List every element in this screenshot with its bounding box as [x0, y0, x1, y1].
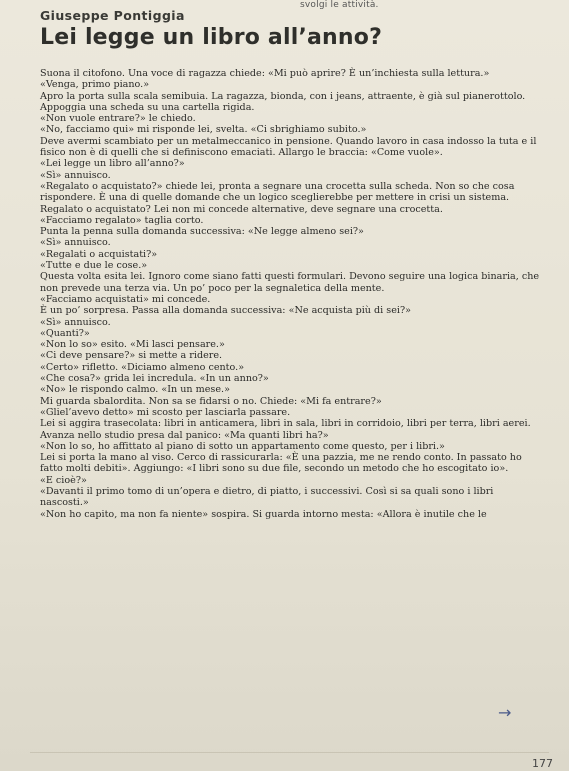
paragraph: «No» le rispondo calmo. «In un mese.» — [40, 384, 230, 396]
paragraph: «Certo» rifletto. «Diciamo almeno cento.» — [40, 361, 245, 373]
paragraph: «Ci deve pensare?» si mette a ridere. — [40, 350, 223, 362]
paragraph: Suona il citofono. Una voce di ragazza chiede: «Mi può aprire? È un’inchiesta sulla lettura.» — [40, 68, 490, 79]
paragraph: «Non lo so» esito. «Mi lasci pensare.» — [40, 339, 225, 351]
paragraph: Lei si aggira trasecolata: libri in anticamera, libri in sala, libri in corridoio, libri per terra, libri aerei. — [40, 418, 531, 430]
paragraph: «Non lo so, ho affittato al piano di sotto un appartamento come questo, per i libri.» — [40, 440, 445, 452]
paragraph: «E cioè?» — [40, 474, 87, 486]
paragraph: «Davanti il primo tomo di un’opera e dietro, di piatto, i successivi. Così si sa quali sono i libri nascosti.» — [40, 485, 494, 509]
paragraph: «Tutte e due le cose.» — [40, 260, 148, 272]
paragraph: «Non vuole entrare?» le chiedo. — [40, 113, 196, 125]
paragraph: «Sì» annuisco. — [40, 237, 111, 249]
paragraph: Apro la porta sulla scala semibuia. La ragazza, bionda, con i jeans, attraente, è già sul pianerottolo. Appoggia una scheda su una cartella rigida. — [40, 90, 526, 113]
paragraph: «Quanti?» — [40, 327, 90, 339]
top-cut-text: svolgi le attività. — [300, 0, 379, 10]
paragraph: Deve avermi scambiato per un metalmeccanico in pensione. Quando lavoro in casa indosso la tuta e il fisico non è di quelli che si definiscono emaciati. Allargo le braccia: «Come vuole». — [40, 135, 537, 159]
paragraph: «Gliel’avevo detto» mi scosto per lasciarla passare. — [40, 406, 291, 418]
arrow-right-icon: → — [498, 703, 512, 722]
story-text — [40, 68, 540, 520]
author-name: Giuseppe Pontiggia — [40, 8, 185, 23]
paragraph: «Che cosa?» grida lei incredula. «In un anno?» — [40, 373, 269, 385]
paragraph: Mi guarda sbalordita. Non sa se fidarsi o no. Chiede: «Mi fa entrare?» — [40, 395, 382, 407]
paragraph: È un po’ sorpresa. Passa alla domanda successiva: «Ne acquista più di sei?» — [40, 305, 411, 317]
bottom-divider — [30, 752, 549, 753]
paragraph: «Non ho capito, ma non fa niente» sospira. Si guarda intorno mesta: «Allora è inutile che le — [40, 508, 487, 520]
page-number: 177 — [532, 757, 553, 770]
paragraph: «Sì» annuisco. — [40, 169, 111, 181]
paragraph: «Regalato o acquistato?» chiede lei, pronta a segnare una crocetta sulla scheda. Non so che cosa rispondere. È una di quelle domande che un logico sceglierebbe per mettere in crisi un sistema. Regalato o acquistato? Lei non mi concede alternative, deve segnare una crocetta. — [40, 180, 515, 215]
paragraph: Lei si porta la mano al viso. Cerco di rassicurarla: «È una pazzia, me ne rendo conto. In passato ho fatto molti debiti». Aggiungo: «I libri sono su due file, secondo un metodo che ho escogitato io». — [40, 452, 522, 475]
paragraph: Questa volta esita lei. Ignoro come siano fatti questi formulari. Devono seguire una logica binaria, che non prevede una terza via. Un po’ poco per la segnaletica della mente. — [40, 271, 540, 294]
paragraph: «Sì» annuisco. — [40, 316, 111, 328]
paragraph: Punta la penna sulla domanda successiva: «Ne legge almeno sei?» — [40, 226, 364, 238]
paragraph: Avanza nello studio presa dal panico: «Ma quanti libri ha?» — [40, 429, 329, 441]
paragraph: «Regalati o acquistati?» — [40, 248, 158, 260]
paragraph: «Venga, primo piano.» — [40, 79, 150, 91]
paragraph: «Facciamo regalato» taglia corto. — [40, 214, 204, 226]
paragraph: «No, facciamo qui» mi risponde lei, svelta. «Ci sbrighiamo subito.» — [40, 124, 367, 136]
story-title: Lei legge un libro all’anno? — [40, 25, 383, 50]
paragraph: «Lei legge un libro all’anno?» — [40, 158, 185, 170]
paragraph: «Facciamo acquistati» mi concede. — [40, 293, 211, 305]
